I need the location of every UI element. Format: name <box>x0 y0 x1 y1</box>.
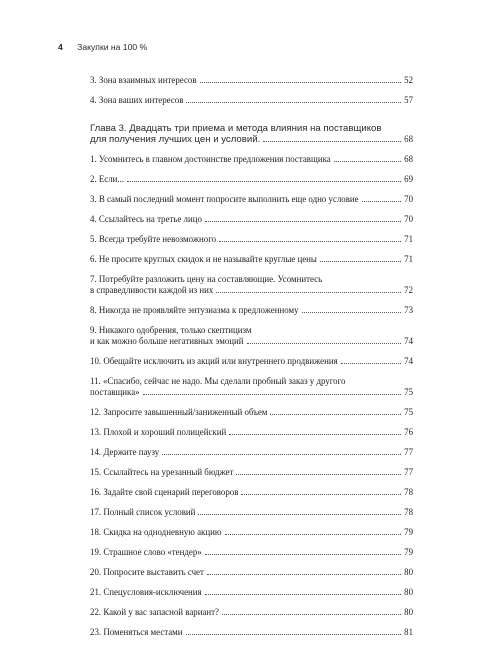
dot-leader <box>207 573 401 575</box>
toc-entry-title: 16. Задайте свой сценарий переговоров <box>90 487 239 497</box>
toc-entry-title: в справедливости каждой из них <box>90 285 214 295</box>
dot-leader <box>241 493 401 495</box>
running-title: Закупки на 100 % <box>77 42 148 52</box>
toc-entry-page: 81 <box>404 627 413 637</box>
dot-leader <box>222 613 401 615</box>
toc-entry <box>90 587 413 598</box>
dot-leader <box>320 260 401 262</box>
dot-leader <box>186 101 401 103</box>
toc-entry-title: 4. Ссылайтесь на третье лицо <box>90 214 202 224</box>
toc-entry-page: 80 <box>404 587 413 597</box>
toc-entry-page: 57 <box>404 95 413 105</box>
chapter-page: 68 <box>404 134 413 144</box>
toc-entry-title: 3. Зона взаимных интересов <box>90 75 197 85</box>
dot-leader <box>200 81 402 83</box>
page-number: 4 <box>58 42 63 52</box>
toc-entry <box>90 194 413 205</box>
toc-entry-title: 14. Держите паузу <box>90 447 160 457</box>
dot-leader <box>225 533 402 535</box>
toc-entry-page: 71 <box>404 234 413 244</box>
toc-entry <box>90 174 413 185</box>
dot-leader <box>247 342 402 344</box>
dot-leader <box>236 473 401 475</box>
toc-entry <box>90 527 413 538</box>
dot-leader <box>205 553 401 555</box>
toc-entry-page: 79 <box>404 527 413 537</box>
dot-leader <box>302 311 402 313</box>
dot-leader <box>341 362 401 364</box>
dot-leader <box>334 160 401 162</box>
chapter-title-line2: для получения лучших цен и условий. <box>90 134 261 145</box>
toc-entry-page: 75 <box>404 387 413 397</box>
dot-leader <box>162 453 401 455</box>
toc-entry <box>90 376 413 398</box>
toc-entry-title: 21. Спецусловия-исключения <box>90 587 202 597</box>
toc-entry-page: 80 <box>404 567 413 577</box>
toc-entry <box>90 325 413 347</box>
toc-entry <box>90 95 413 106</box>
toc-entry-page: 70 <box>404 214 413 224</box>
toc-entry-page: 76 <box>404 427 413 437</box>
toc-entry <box>90 274 413 296</box>
toc-entry-title-line1: 7. Потребуйте разложить цену на составляющие. Усомнитесь <box>90 274 323 284</box>
toc-entry-title: 3. В самый последний момент попросите выполнить еще одно условие <box>90 194 359 204</box>
dot-leader <box>205 593 402 595</box>
toc-entry-page: 73 <box>404 305 413 315</box>
toc-entry-title: 12. Запросите завышенный/заниженный объем <box>90 407 268 417</box>
toc-entry <box>90 547 413 558</box>
toc-entry <box>90 154 413 165</box>
toc-entry-page: 77 <box>404 467 413 477</box>
toc-entry-title: 13. Плохой и хороший полицейский <box>90 427 227 437</box>
running-header <box>58 42 147 52</box>
dot-leader <box>219 240 401 242</box>
dot-leader <box>270 413 401 415</box>
toc-entry <box>90 305 413 316</box>
dot-leader <box>143 393 402 395</box>
toc-entry-title: 15. Ссылайтесь на урезанный бюджет <box>90 467 234 477</box>
toc-entry <box>90 214 413 225</box>
toc-entry <box>90 356 413 367</box>
toc-entry-page: 69 <box>404 174 413 184</box>
chapter-heading <box>90 123 413 145</box>
toc-entry-title: 23. Поменяться местами <box>90 627 183 637</box>
toc-entry-page: 52 <box>404 75 413 85</box>
toc-entry-page: 74 <box>404 336 413 346</box>
toc-entry-page: 79 <box>404 547 413 557</box>
dot-leader <box>186 633 402 635</box>
toc-entry-page: 78 <box>404 507 413 517</box>
toc-entry <box>90 487 413 498</box>
toc-entry-page: 74 <box>404 356 413 366</box>
toc-entry <box>90 407 413 418</box>
toc-entry-title: 6. Не просите круглых скидок и не называйте круглые цены <box>90 254 317 264</box>
toc-entry-title: 19. Страшное слово «тендер» <box>90 547 202 557</box>
toc-entry-title: 20. Попросите выставить счет <box>90 567 204 577</box>
dot-leader <box>198 513 401 515</box>
toc-entry <box>90 234 413 245</box>
toc-entry-title: 22. Какой у вас запасной вариант? <box>90 607 219 617</box>
dot-leader <box>205 220 401 222</box>
toc-entry-title: 17. Полный список условий <box>90 507 196 517</box>
toc-entry-page: 68 <box>404 154 413 164</box>
toc-entry-title: 10. Обещайте исключить из акций или внутреннего продвижения <box>90 356 338 366</box>
toc-entry <box>90 627 413 638</box>
toc-entry <box>90 607 413 618</box>
toc-entry-title: и как можно больше негативных эмоций <box>90 336 244 346</box>
dot-leader <box>263 140 401 142</box>
toc-entry-title: поставщика» <box>90 387 140 397</box>
toc-entry-title: 1. Усомнитесь в главном достоинстве предложения поставщика <box>90 154 331 164</box>
dot-leader <box>216 291 401 293</box>
dot-leader <box>362 200 402 202</box>
chapter-title-line1: Глава 3. Двадцать три приема и метода влияния на поставщиков <box>90 123 382 134</box>
toc-entry <box>90 254 413 265</box>
toc-entry-title: 5. Всегда требуйте невозможного <box>90 234 217 244</box>
toc-entry <box>90 75 413 86</box>
toc-entry-title: 4. Зона ваших интересов <box>90 95 184 105</box>
toc-entry-page: 70 <box>404 194 413 204</box>
dot-leader <box>229 433 401 435</box>
toc-entry-title: 18. Скидка на однодневную акцию <box>90 527 222 537</box>
toc-entry <box>90 507 413 518</box>
toc-entry-page: 71 <box>404 254 413 264</box>
toc-entry-title: 8. Никогда не проявляйте энтузиазма к предложенному <box>90 305 299 315</box>
toc-entry-title-line1: 11. «Спасибо, сейчас не надо. Мы сделали пробный заказ у другого <box>90 376 346 386</box>
toc-entry-title: 2. Если... <box>90 174 125 184</box>
toc-entry-title-line1: 9. Никакого одобрения, только скептицизм <box>90 325 252 335</box>
toc-entry <box>90 567 413 578</box>
toc-entry-page: 75 <box>404 407 413 417</box>
toc-entry <box>90 427 413 438</box>
toc-entry-page: 77 <box>404 447 413 457</box>
toc-entry <box>90 467 413 478</box>
toc-entry-page: 78 <box>404 487 413 497</box>
toc-entry-page: 80 <box>404 607 413 617</box>
toc-entry-page: 72 <box>404 285 413 295</box>
dot-leader <box>127 180 401 182</box>
toc-entry <box>90 447 413 458</box>
